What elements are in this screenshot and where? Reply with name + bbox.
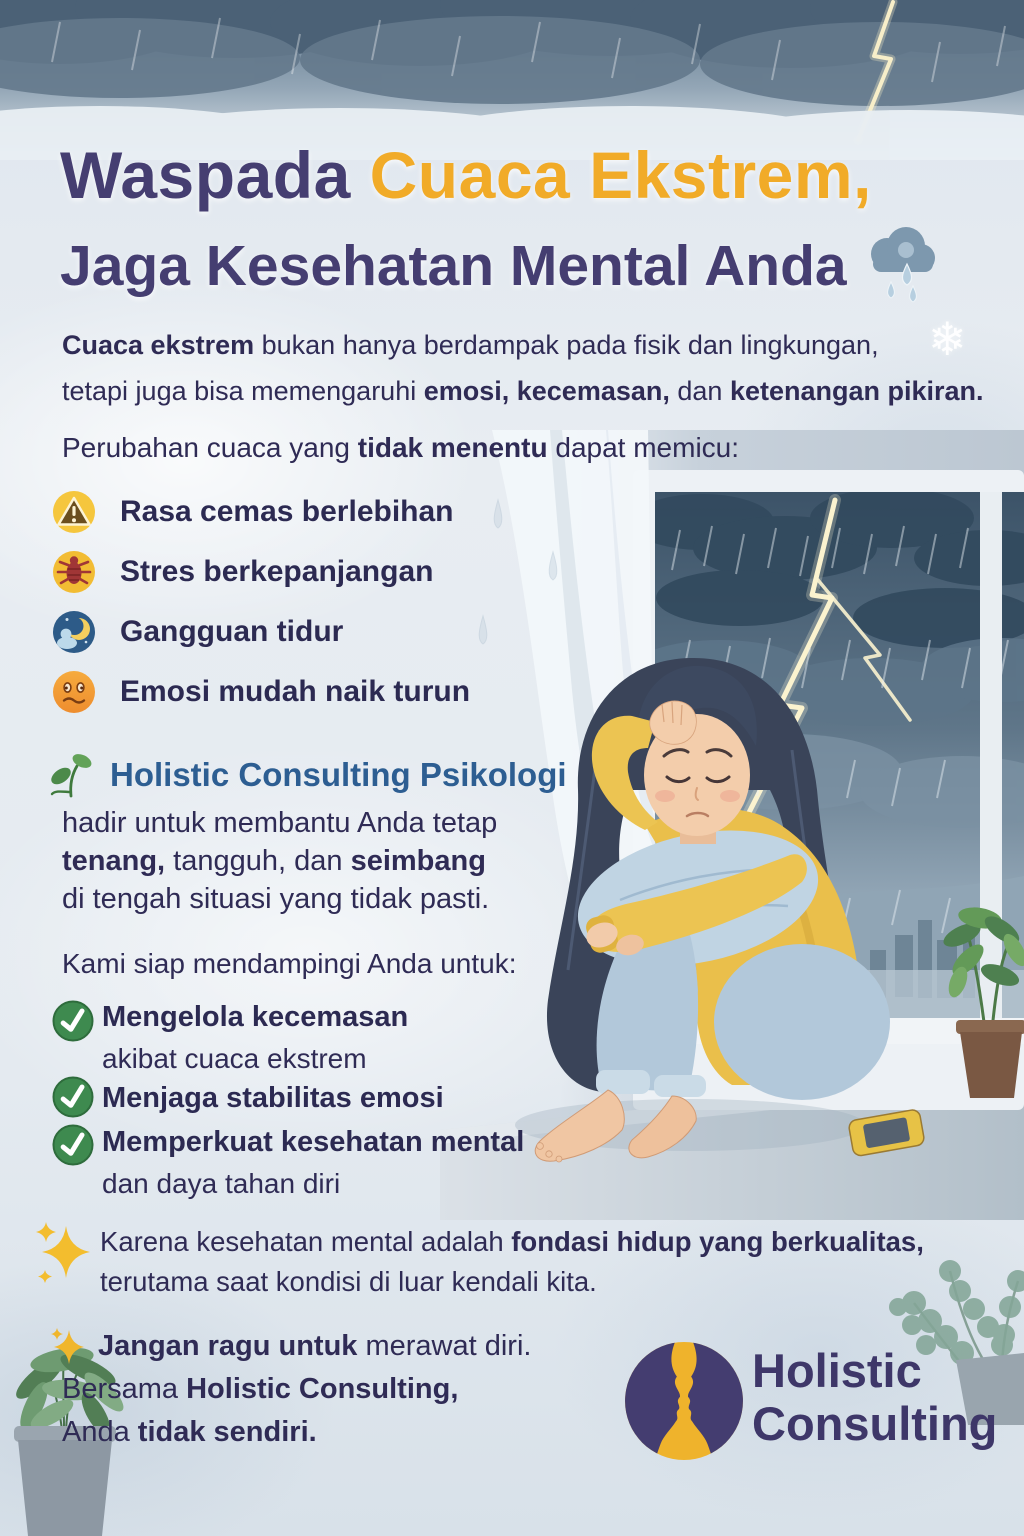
- check-icon: [52, 1124, 94, 1166]
- trigger-item-sleep: Gangguan tidur: [52, 610, 343, 654]
- trigger-item-mood: Emosi mudah naik turun: [52, 670, 470, 714]
- cta-paragraph: Jangan ragu untuk merawat diri. Bersama Holistic Consulting, Anda tidak sendiri.: [48, 1324, 531, 1454]
- warning-icon: [52, 490, 96, 534]
- stress-icon: [52, 550, 96, 594]
- mood-swing-icon: [52, 670, 96, 714]
- trigger-item-stress: Stres berkepanjangan: [52, 550, 433, 594]
- about-paragraph: hadir untuk membantu Anda tetap tenang, tangguh, dan seimbang di tengah situasi yang tidak pasti.: [62, 807, 498, 915]
- sad-girl-window-illustration: [440, 430, 1024, 1220]
- about-heading: Holistic Consulting Psikologi: [44, 748, 567, 802]
- snowflake-icon: ❄: [928, 313, 967, 365]
- services-heading: Kami siap mendampingi Anda untuk:: [62, 948, 517, 979]
- title-line-2: Jaga Kesehatan Mental Anda: [60, 224, 939, 308]
- seedling-icon: [44, 748, 98, 802]
- sparkles-icon: [32, 1216, 94, 1288]
- trigger-heading: Perubahan cuaca yang tidak menentu dapat memicu:: [62, 432, 740, 463]
- two-faces-circle-icon: [623, 1340, 745, 1462]
- closing-paragraph: Karena kesehatan mental adalah fondasi hidup yang berkualitas, terutama saat kondisi di luar kendali kita.: [100, 1226, 924, 1297]
- service-item-1: Mengelola kecemasan akibat cuaca ekstrem: [102, 1001, 409, 1074]
- intro-paragraph: Cuaca ekstrem bukan hanya berdampak pada fisik dan lingkungan, tetapi juga bisa memengaruhi emosi, kecemasan, dan ketenangan pikiran.: [62, 330, 984, 406]
- storm-clouds-banner: [0, 0, 1024, 160]
- service-item-3: Memperkuat kesehatan mental dan daya tahan diri: [102, 1126, 525, 1199]
- check-icon: [52, 1076, 94, 1118]
- service-item-2: Menjaga stabilitas emosi: [102, 1082, 444, 1114]
- sleep-icon: [52, 610, 96, 654]
- logo-wordmark: Holistic Consulting: [752, 1344, 998, 1450]
- check-icon: [52, 1000, 94, 1042]
- trigger-item-anxiety: Rasa cemas berlebihan: [52, 490, 454, 534]
- page-title: [60, 138, 939, 308]
- rain-cloud-icon: [861, 224, 939, 308]
- title-line-1: Waspada Cuaca Ekstrem,: [60, 138, 872, 212]
- sparkle-icon: [48, 1324, 88, 1368]
